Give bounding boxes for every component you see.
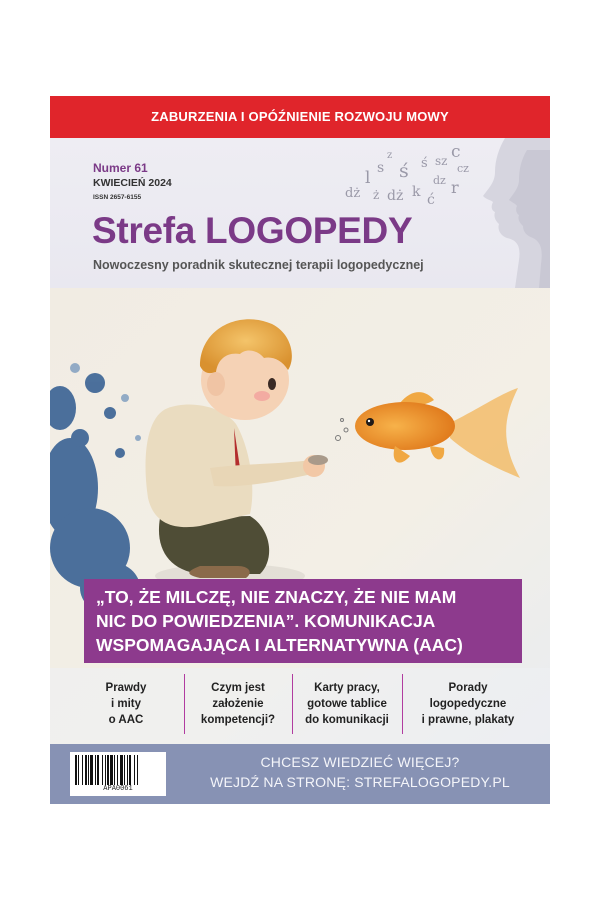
barcode-bar <box>102 755 103 785</box>
topic-line: gotowe tablice <box>307 698 387 710</box>
issue-number: Numer 61 <box>93 161 148 175</box>
letter: cz <box>457 162 469 175</box>
barcode-bar <box>75 755 77 785</box>
letter: r <box>451 178 459 197</box>
barcode-bar <box>105 755 106 785</box>
topic-line: Karty pracy, <box>314 682 380 694</box>
cta-link[interactable]: WEJDŹ NA STRONĘ: STREFALOGOPEDY.PL <box>210 774 510 790</box>
letter: z <box>387 150 393 161</box>
masthead <box>50 138 550 288</box>
magazine-title: Strefa LOGOPEDY <box>92 210 413 251</box>
footer-bar <box>50 744 550 804</box>
topic-line: założenie <box>212 698 264 710</box>
topic-divider <box>402 674 403 734</box>
issue-date: KWIECIEŃ 2024 <box>93 177 172 189</box>
issn: ISSN 2657-6155 <box>93 194 142 201</box>
barcode-bar <box>107 755 109 785</box>
headline-line: NIC DO POWIEDZENIA”. KOMUNIKACJA <box>96 611 436 631</box>
letter: k <box>412 184 421 200</box>
letter: s <box>377 160 385 176</box>
topic-item <box>294 674 400 742</box>
barcode-bar <box>90 755 93 785</box>
letter: dż <box>387 188 404 204</box>
barcode-bar <box>134 755 135 785</box>
topic-line: Czym jest <box>211 682 265 694</box>
topic-line: logopedyczne <box>429 698 507 710</box>
barcode-bar <box>95 755 96 785</box>
barcode-bar <box>88 755 89 785</box>
letter: ś <box>421 156 428 171</box>
barcode-bar <box>120 755 123 785</box>
barcode-bar <box>97 755 99 785</box>
topic-item <box>404 674 532 742</box>
barcode-bar <box>124 755 125 785</box>
cta-line-1: CHCESZ WIEDZIEĆ WIĘCEJ? <box>260 754 460 770</box>
barcode-code: APA0061 <box>103 785 133 793</box>
magazine-cover <box>50 96 550 804</box>
topic-line: i mity <box>110 698 142 710</box>
barcode-bar <box>110 755 113 785</box>
magazine-subtitle: Nowoczesny poradnik skutecznej terapii logopedycznej <box>93 258 424 272</box>
topic-line: do komunikacji <box>305 714 389 726</box>
letter: ś <box>399 160 409 182</box>
barcode-bar <box>78 755 79 785</box>
topic-divider <box>184 674 185 734</box>
topic-line: Porady <box>448 682 488 694</box>
topic-line: kompetencji? <box>200 714 276 726</box>
headline-line: „TO, ŻE MILCZĘ, NIE ZNACZY, ŻE NIE MAM <box>96 587 457 607</box>
barcode-bar <box>127 755 128 785</box>
topic-line: i prawne, plakaty <box>421 714 515 726</box>
topic-line: Prawdy <box>105 682 147 694</box>
topic-line: o AAC <box>108 714 144 726</box>
letter: c <box>451 142 461 162</box>
barcode-bar <box>114 755 115 785</box>
cover-headline <box>84 579 522 663</box>
barcode-bar <box>82 755 83 785</box>
topic-item <box>186 674 290 742</box>
head-profile-graphic <box>455 138 550 288</box>
top-banner: ZABURZENIA I OPÓŹNIENIE ROZWOJU MOWY <box>50 96 550 138</box>
letter: sz <box>435 154 448 168</box>
barcode-bar <box>117 755 118 785</box>
letter: ż <box>373 188 380 202</box>
letter: l <box>365 168 371 188</box>
topic-divider <box>292 674 293 734</box>
letter: dż <box>345 186 361 201</box>
barcode-bar <box>137 755 138 785</box>
letter: dz <box>433 174 446 187</box>
barcode-bars <box>74 755 162 785</box>
barcode <box>70 752 166 796</box>
headline-line: WSPOMAGAJĄCA I ALTERNATYWNA (AAC) <box>96 635 463 655</box>
topic-item <box>70 674 182 742</box>
barcode-bar <box>129 755 131 785</box>
topics-row <box>50 674 550 742</box>
letter: ć <box>427 192 435 208</box>
barcode-bar <box>85 755 87 785</box>
